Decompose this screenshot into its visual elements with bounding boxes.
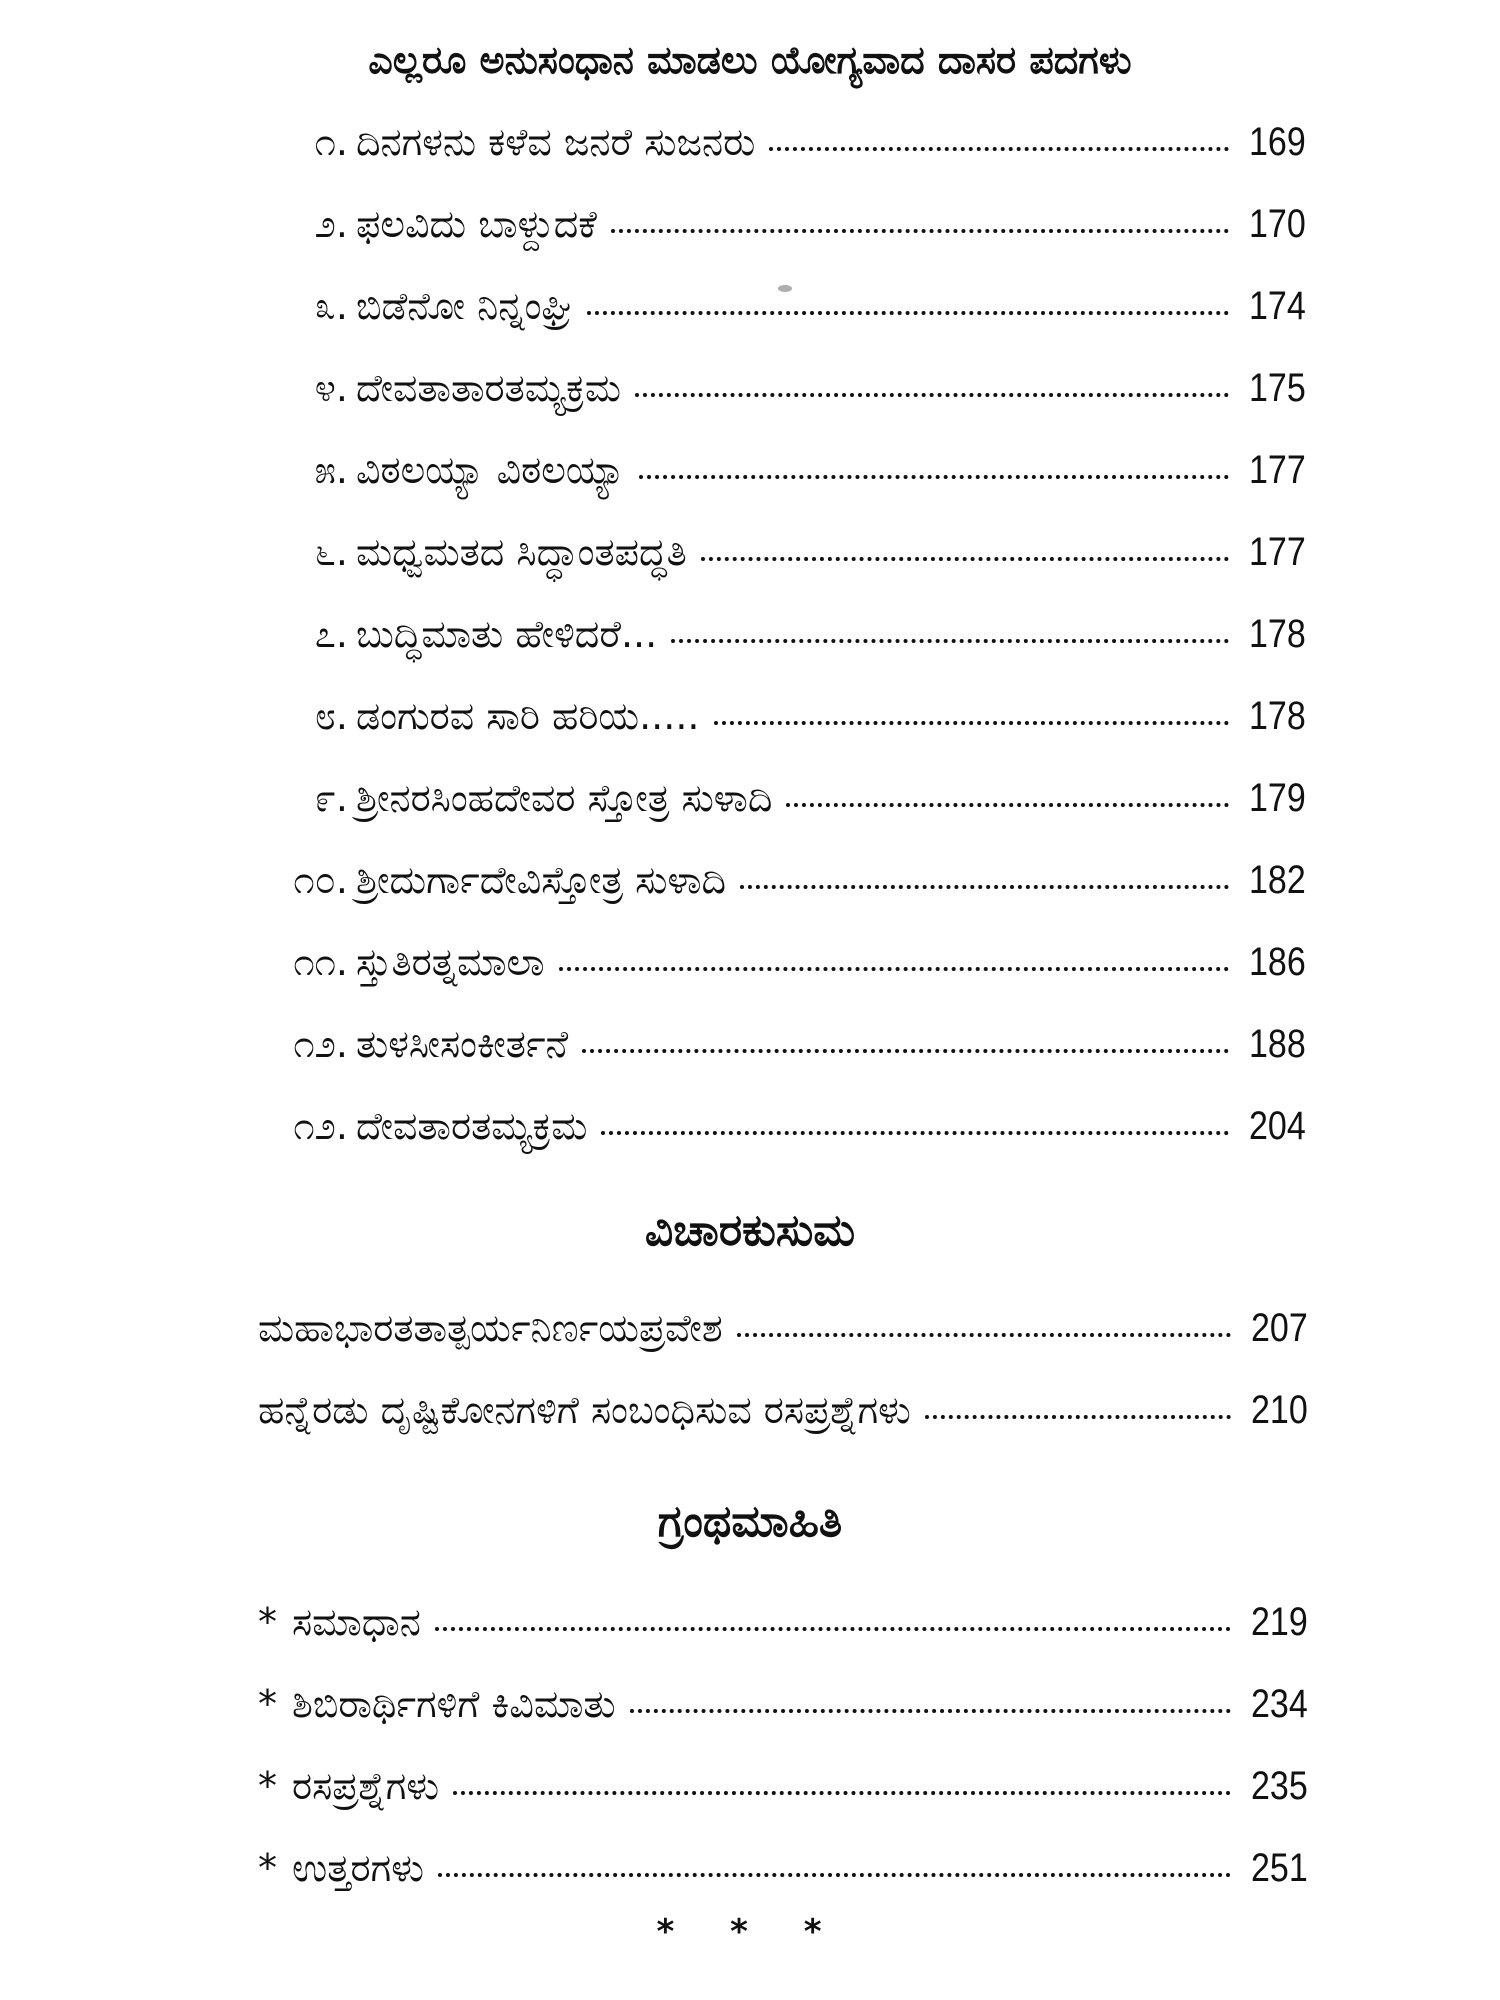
toc-entry-title: ವಿಠಲಯ್ಯಾ ವಿಠಲಯ್ಯಾ [356,448,626,492]
toc-entry-number: ೧೨. [293,1104,348,1148]
toc-entry-page: 175 [1249,366,1306,410]
dot-leader [435,1627,1231,1631]
toc-entry-number: ೨. [314,202,348,246]
bullet-star: * [258,1682,277,1726]
toc-entry-title: ಶಿಬಿರಾರ್ಥಿಗಳಿಗೆ ಕಿವಿಮಾತು [292,1682,616,1726]
toc-entry-number: ೭. [314,612,348,656]
dot-leader [611,229,1229,233]
toc-entry [258,1600,1308,1656]
bullet-star: * [258,1764,277,1808]
toc-entry-title: ಬಿಡೆನೋ ನಿನ್ನಂಘ್ರಿ [356,284,573,328]
toc-entry [250,202,1306,258]
toc-entry-page: 235 [1251,1764,1308,1808]
toc-entry [250,858,1306,914]
toc-entry [250,694,1306,750]
toc-entry [258,1682,1308,1738]
toc-entry-page: 177 [1249,448,1306,492]
toc-entry [258,1764,1308,1820]
end-mark: * * * [656,1912,844,1952]
toc-entry [250,1104,1306,1160]
toc-entry-title: ಮಧ್ವಮತದ ಸಿದ್ಧಾಂತಪದ್ಧತಿ [356,530,687,574]
toc-entry [250,448,1306,504]
toc-entry [250,366,1306,422]
section-heading-dasara-padagalu: ಎಲ್ಲರೂ ಅನುಸಂಧಾನ ಮಾಡಲು ಯೋಗ್ಯವಾದ ದಾಸರ ಪದಗಳು [368,38,1132,82]
toc-entry-page: 251 [1251,1846,1308,1890]
dot-leader [582,1049,1229,1053]
dot-leader [639,475,1229,479]
dot-leader [701,557,1230,561]
toc-entry-page: 169 [1249,120,1306,164]
toc-entry-title: ದೇವತಾರತಮ್ಯಕ್ರಮ [356,1104,588,1148]
toc-entry-page: 179 [1249,776,1306,820]
toc-entry-title: ತುಳಸೀಸಂಕೀರ್ತನೆ [356,1022,569,1066]
dot-leader [601,1131,1229,1135]
toc-entry-page: 204 [1249,1104,1306,1148]
section-heading-vichara-kusuma: ವಿಚಾರಕುಸುಮ [644,1205,856,1256]
toc-entry-title: ಹನ್ನೆರಡು ದೃಷ್ಟಿಕೋನಗಳಿಗೆ ಸಂಬಂಧಿಸುವ ರಸಪ್ರಶ್ನೆಗಳು [258,1388,911,1432]
toc-entry-page: 178 [1249,694,1306,738]
toc-entry-title: ಮಹಾಭಾರತತಾತ್ಪರ್ಯನಿರ್ಣಯಪ್ರವೇಶ [258,1306,723,1350]
toc-entry-page: 186 [1249,940,1306,984]
toc-entry-page: 170 [1249,202,1306,246]
toc-entry-page: 207 [1251,1306,1308,1350]
toc-entry-number: ೧. [314,120,348,164]
dot-leader [587,311,1229,315]
toc-entry-title: ಶ್ರೀನರಸಿಂಹದೇವರ ಸ್ತೋತ್ರ ಸುಳಾದಿ [356,776,773,820]
toc-entry-number: ೮. [314,694,348,738]
toc-entry [258,1846,1308,1902]
toc-entry [250,284,1306,340]
toc-entry-number: ೪. [314,366,348,410]
toc-entry-title: ಶ್ರೀದುರ್ಗಾದೇವಿಸ್ತೋತ್ರ ಸುಳಾದಿ [356,858,727,902]
toc-entry-page: 219 [1251,1600,1308,1644]
toc-entry-page: 182 [1249,858,1306,902]
dot-leader [925,1415,1231,1419]
toc-entry [250,776,1306,832]
toc-entry [250,940,1306,996]
section-heading-grantha-mahiti: ಗ್ರಂಥಮಾಹಿತಿ [657,1496,843,1547]
toc-entry-title: ರಸಪ್ರಶ್ನೆಗಳು [292,1764,440,1808]
toc-entry-title: ಸಮಾಧಾನ [292,1600,421,1644]
bullet-star: * [258,1600,277,1644]
dot-leader [438,1873,1231,1877]
toc-entry-page: 210 [1251,1388,1308,1432]
toc-entry-number: ೧೨. [293,1022,348,1066]
toc-entry-page: 174 [1249,284,1306,328]
toc-entry-page: 188 [1249,1022,1306,1066]
toc-entry-title: ಉತ್ತರಗಳು [292,1846,424,1890]
toc-entry [250,530,1306,586]
dot-leader [740,885,1229,889]
dot-leader [769,147,1229,151]
dot-leader [786,803,1229,807]
toc-entry-number: ೧೦. [293,858,348,902]
dot-leader [635,393,1229,397]
toc-entry-title: ಡಂಗುರವ ಸಾರಿ ಹರಿಯ..... [356,694,700,738]
dot-leader [671,639,1229,643]
bullet-star: * [258,1846,277,1890]
toc-entry-title: ದಿನಗಳನು ಕಳೆವ ಜನರೆ ಸುಜನರು [356,120,756,164]
toc-entry-title: ದೇವತಾತಾರತಮ್ಯಕ್ರಮ [356,366,621,410]
toc-entry-number: ೯. [314,776,348,820]
toc-entry-number: ೧೧. [293,940,348,984]
toc-entry [250,1022,1306,1078]
dot-leader [559,967,1230,971]
toc-entry-title: ಬುದ್ಧಿಮಾತು ಹೇಳಿದರೆ... [356,612,658,656]
toc-entry [250,612,1306,668]
toc-entry-page: 177 [1249,530,1306,574]
toc-entry [258,1388,1308,1444]
toc-entry-number: ೬. [314,530,348,574]
toc-entry [250,120,1306,176]
dot-leader [714,721,1230,725]
toc-entry-number: ೫. [314,448,348,492]
toc-entry-number: ೩. [314,284,348,328]
dot-leader [737,1333,1232,1337]
toc-entry-page: 234 [1251,1682,1308,1726]
toc-entry-page: 178 [1249,612,1306,656]
toc-entry [258,1306,1308,1362]
toc-entry-title: ಸ್ತುತಿರತ್ನಮಾಲಾ [356,940,545,984]
dot-leader [453,1791,1231,1795]
toc-entry-title: ಫಲವಿದು ಬಾಳ್ದುದಕೆ [356,202,597,246]
dot-leader [630,1709,1232,1713]
